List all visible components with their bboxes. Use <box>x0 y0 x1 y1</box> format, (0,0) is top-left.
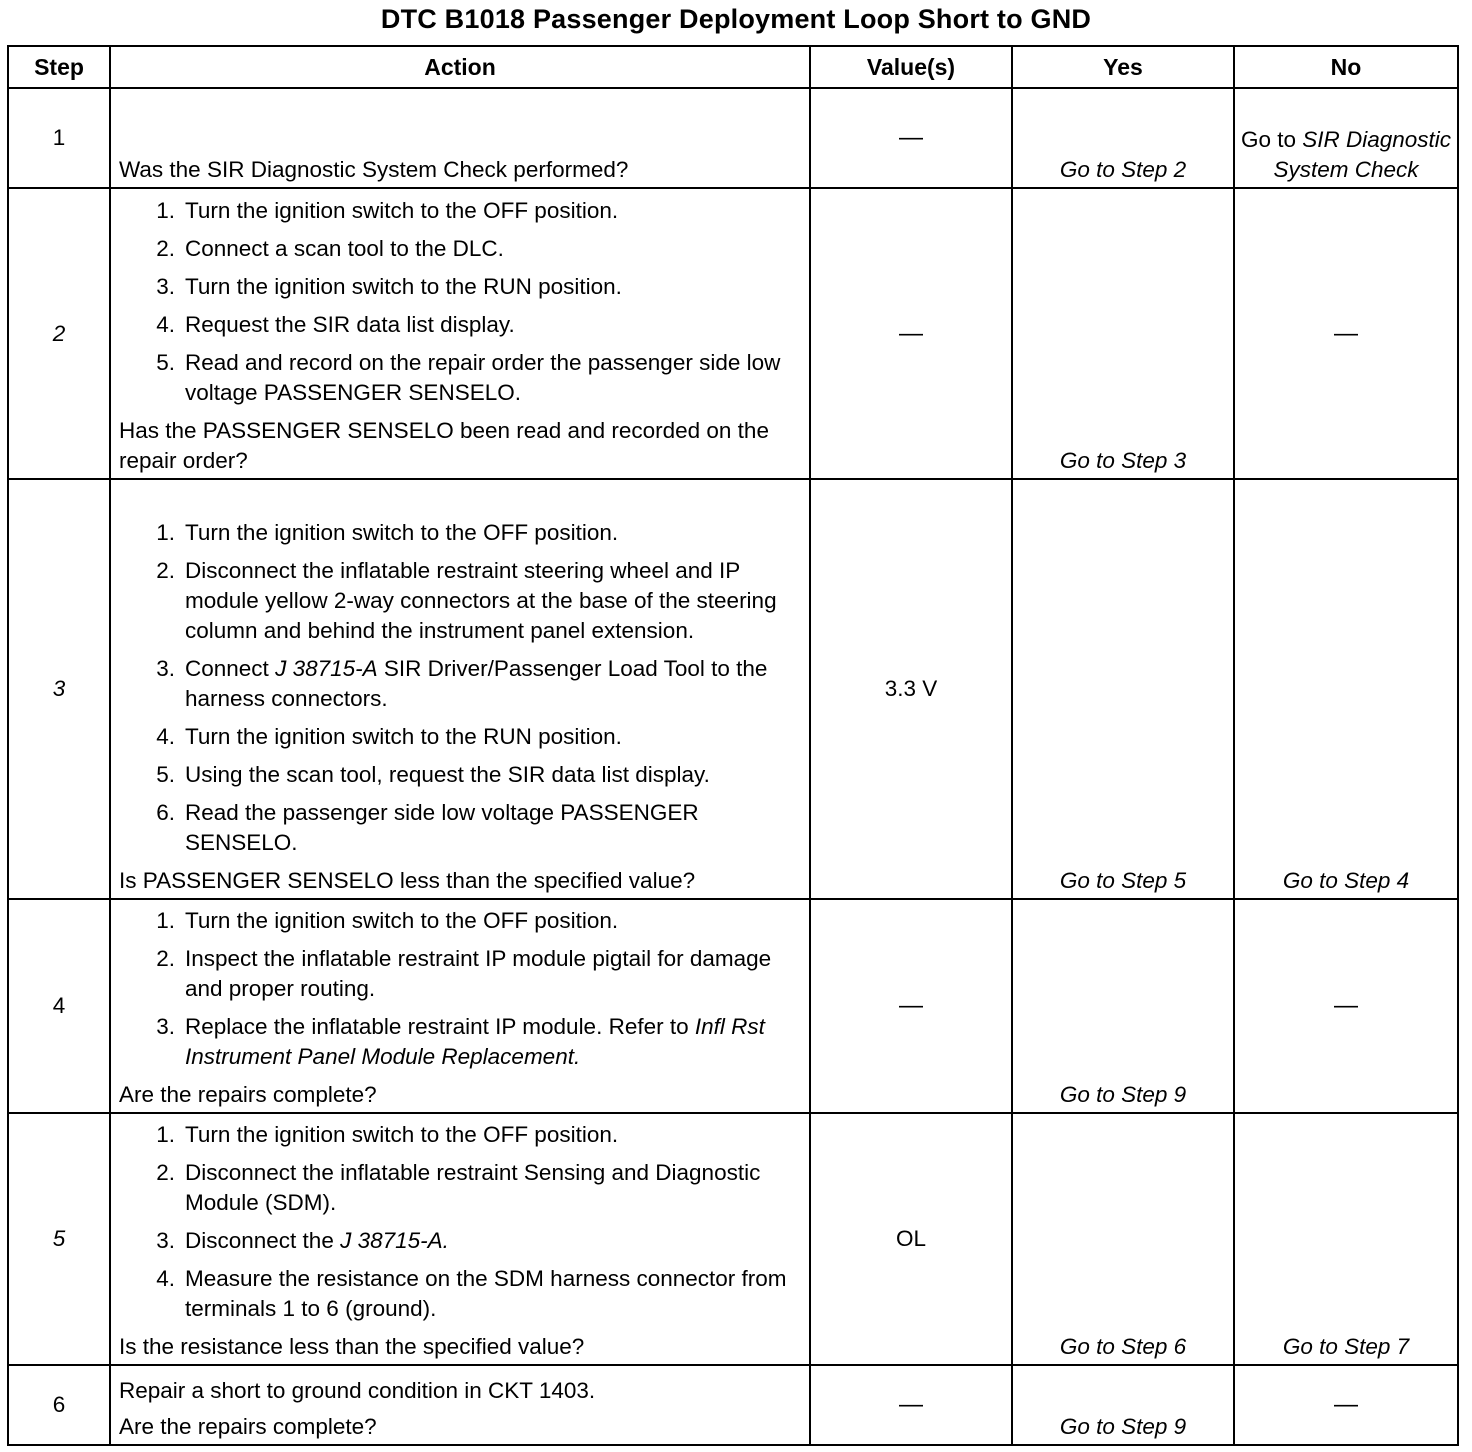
no-cell: Go to Step 7 <box>1234 1113 1458 1365</box>
action-cell <box>110 188 810 479</box>
action-question: Was the SIR Diagnostic System Check performed? <box>119 157 629 182</box>
value-cell: 3.3 V <box>810 479 1012 899</box>
value-cell: — <box>810 1365 1012 1445</box>
list-item: 4. Request the SIR data list display. <box>156 312 515 337</box>
no-cell: — <box>1234 1365 1458 1445</box>
action-steps <box>119 518 805 858</box>
list-item: 1. Turn the ignition switch to the OFF position. <box>156 198 619 223</box>
list-item: 2. Disconnect the inflatable restraint Sensing and Diagnostic Module (SDM). <box>156 1160 761 1215</box>
list-item: 3. Replace the inflatable restraint IP module. Refer to Infl Rst Instrument Panel Module Replacement. <box>156 1014 765 1069</box>
table-row <box>8 479 1458 899</box>
value-cell: — <box>810 899 1012 1113</box>
yes-cell: Go to Step 6 <box>1012 1113 1234 1365</box>
list-item: 4. Turn the ignition switch to the RUN position. <box>156 724 622 749</box>
list-item: 3. Turn the ignition switch to the RUN position. <box>156 274 622 299</box>
no-cell <box>1234 88 1458 188</box>
no-prefix: Go to <box>1240 127 1303 152</box>
table-row <box>8 1113 1458 1365</box>
action-steps <box>119 906 805 1072</box>
list-item: 5. Read and record on the repair order the passenger side low voltage PASSENGER SENSELO. <box>156 350 781 405</box>
action-cell <box>110 88 810 188</box>
action-cell <box>110 1365 810 1445</box>
action-question: Are the repairs complete? <box>119 1414 377 1439</box>
action-cell <box>110 899 810 1113</box>
header-yes: Yes <box>1012 46 1234 88</box>
action-question: Is the resistance less than the specified value? <box>119 1334 585 1359</box>
list-item: 2. Disconnect the inflatable restraint steering wheel and IP module yellow 2-way connectors at the base of the steering column and behind the instrument panel extension. <box>156 558 777 643</box>
list-item: 3. Connect J 38715-A SIR Driver/Passenger Load Tool to the harness connectors. <box>156 656 768 711</box>
header-step: Step <box>8 46 110 88</box>
action-steps <box>119 196 805 408</box>
header-row <box>8 46 1458 88</box>
step-number: 6 <box>8 1365 110 1445</box>
list-item: 4. Measure the resistance on the SDM harness connector from terminals 1 to 6 (ground). <box>156 1266 787 1321</box>
header-values: Value(s) <box>810 46 1012 88</box>
action-line: Repair a short to ground condition in CKT 1403. <box>119 1378 596 1403</box>
list-item: 5. Using the scan tool, request the SIR data list display. <box>156 762 710 787</box>
yes-cell: Go to Step 2 <box>1012 88 1234 188</box>
yes-cell: Go to Step 9 <box>1012 1365 1234 1445</box>
table-row <box>8 88 1458 188</box>
no-cell: Go to Step 4 <box>1234 479 1458 899</box>
list-item: 1. Turn the ignition switch to the OFF position. <box>156 520 619 545</box>
page-title: DTC B1018 Passenger Deployment Loop Short to GND <box>380 4 1092 34</box>
yes-cell: Go to Step 5 <box>1012 479 1234 899</box>
header-action: Action <box>110 46 810 88</box>
list-item: 2. Inspect the inflatable restraint IP module pigtail for damage and proper routing. <box>156 946 772 1001</box>
action-question: Has the PASSENGER SENSELO been read and recorded on the repair order? <box>119 418 769 473</box>
yes-cell: Go to Step 3 <box>1012 188 1234 479</box>
list-item: 3. Disconnect the J 38715-A. <box>156 1228 449 1253</box>
action-question: Is PASSENGER SENSELO less than the specified value? <box>119 868 696 893</box>
list-item: 2. Connect a scan tool to the DLC. <box>156 236 504 261</box>
table-row <box>8 1365 1458 1445</box>
step-number: 1 <box>8 88 110 188</box>
action-steps <box>119 1120 805 1324</box>
no-link-text: SIR Diagnostic System Check <box>1273 127 1452 182</box>
list-item: 6. Read the passenger side low voltage PASSENGER SENSELO. <box>156 800 699 855</box>
step-number: 3 <box>8 479 110 899</box>
value-cell: OL <box>810 1113 1012 1365</box>
action-cell <box>110 479 810 899</box>
yes-cell: Go to Step 9 <box>1012 899 1234 1113</box>
diagnostic-table <box>7 45 1459 1446</box>
step-number: 2 <box>8 188 110 479</box>
header-no: No <box>1234 46 1458 88</box>
no-cell: — <box>1234 899 1458 1113</box>
table-row <box>8 188 1458 479</box>
action-cell <box>110 1113 810 1365</box>
list-item: 1. Turn the ignition switch to the OFF position. <box>156 908 619 933</box>
table-row <box>8 899 1458 1113</box>
step-number: 4 <box>8 899 110 1113</box>
value-cell: — <box>810 88 1012 188</box>
no-cell: — <box>1234 188 1458 479</box>
step-number: 5 <box>8 1113 110 1365</box>
action-question: Are the repairs complete? <box>119 1082 377 1107</box>
list-item: 1. Turn the ignition switch to the OFF position. <box>156 1122 619 1147</box>
value-cell: — <box>810 188 1012 479</box>
